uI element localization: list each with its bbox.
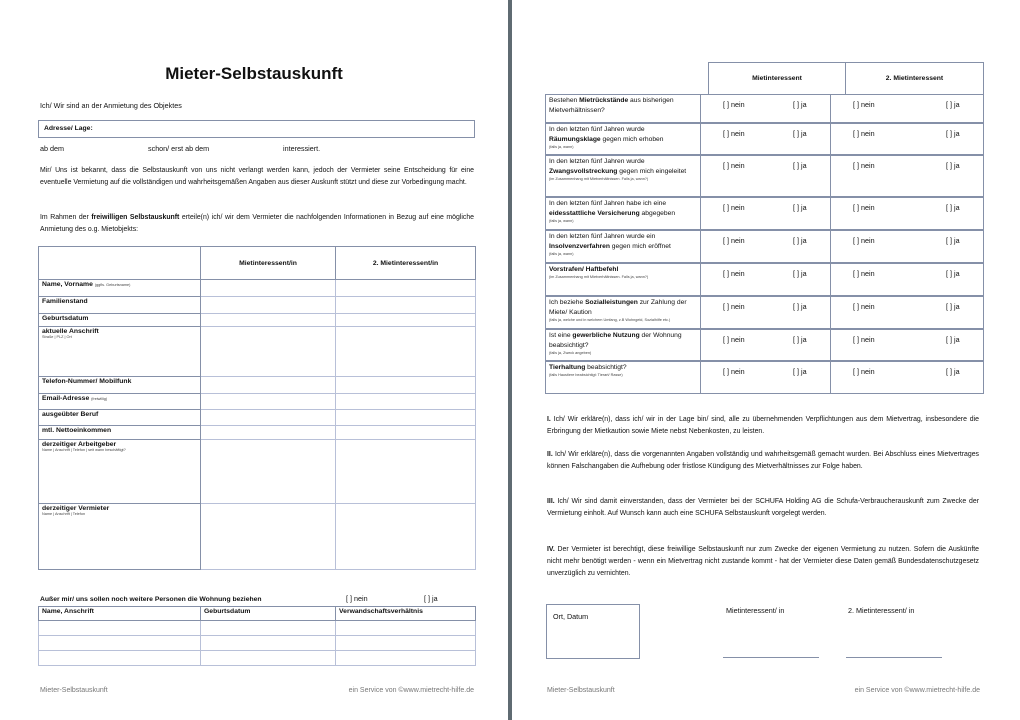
input-cell[interactable] <box>39 651 201 666</box>
input-cell[interactable] <box>336 440 476 504</box>
col-applicant-1: Mietinteressent/in <box>201 247 336 280</box>
answer-cell-1 <box>700 296 831 329</box>
input-cell[interactable] <box>336 280 476 297</box>
answer-cell-2 <box>830 296 984 329</box>
no-checkbox[interactable]: [ ] nein <box>723 100 745 109</box>
no-checkbox[interactable]: [ ] nein <box>853 161 875 170</box>
answer-cell-2 <box>830 94 984 123</box>
answer-cell-2 <box>830 263 984 296</box>
input-cell[interactable] <box>201 394 336 410</box>
yes-checkbox[interactable]: [ ] ja <box>793 302 807 311</box>
signature-1-line[interactable] <box>723 657 819 658</box>
input-cell[interactable] <box>336 636 476 651</box>
input-cell[interactable] <box>39 636 201 651</box>
declaration-3: III. Ich/ Wir sind damit einverstanden, dass der Vermieter bei der SCHUFA Holding AG die Schufa-Verbraucherauskunft zum Zwecke der Vermietung einholt. Auf Wunsch kann auch eine SCHUFA Selbstauskunft vorgelegt werden. <box>547 498 979 517</box>
col-applicant-2: 2. Mietinteressent/in <box>336 247 476 280</box>
input-cell[interactable] <box>201 410 336 426</box>
input-cell[interactable] <box>336 651 476 666</box>
right-page <box>512 0 1020 720</box>
input-cell[interactable] <box>39 621 201 636</box>
no-checkbox[interactable]: [ ] nein <box>853 129 875 138</box>
row-label: Familienstand <box>39 297 201 314</box>
yes-checkbox[interactable]: [ ] ja <box>946 203 960 212</box>
yes-checkbox[interactable]: [ ] ja <box>946 269 960 278</box>
answer-cell-1 <box>700 94 831 123</box>
from-note: schon/ erst ab dem <box>148 144 210 153</box>
from-label: ab dem <box>40 144 64 153</box>
no-checkbox[interactable]: [ ] nein <box>723 335 745 344</box>
question-row <box>545 361 984 394</box>
question-label: In den letzten fünf Jahren habe ich eine eidesstattliche Versicherung abgegeben (falls ja, wann) <box>545 197 701 230</box>
place-date-label: Ort, Datum <box>553 612 589 621</box>
answer-cell-1 <box>700 155 831 197</box>
yes-checkbox[interactable]: [ ] ja <box>793 100 807 109</box>
no-checkbox[interactable]: [ ] nein <box>853 203 875 212</box>
no-checkbox[interactable]: [ ] nein <box>723 236 745 245</box>
question-row <box>545 197 984 230</box>
question-label: Vorstrafen/ Haftbefehl (im Zusammenhang mit Mietverhältnissen. Falls ja, wann?) <box>545 263 701 296</box>
input-cell[interactable] <box>201 621 336 636</box>
declaration-4: IV. Der Vermieter ist berechtigt, diese freiwillige Selbstauskunft nur zum Zwecke der eigenen Vermietung zu nutzen. Sofern die Auskünfte nicht mehr benötigt werden - wenn ein Mietvertrag nicht zustande kommt - hat der Vermieter diese Daten gemäß Bundesdatenschutzgesetz unverzüglich zu vernichten. <box>547 546 979 577</box>
persons-yes-checkbox[interactable]: [ ] ja <box>424 594 438 603</box>
yes-checkbox[interactable]: [ ] ja <box>946 302 960 311</box>
row-label: Geburtsdatum <box>39 314 201 327</box>
question-label: Ist eine gewerbliche Nutzung der Wohnung beabsichtigt? (falls ja, Zweck angeben) <box>545 329 701 361</box>
input-cell[interactable] <box>201 280 336 297</box>
no-checkbox[interactable]: [ ] nein <box>723 203 745 212</box>
persons-col-name: Name, Anschrift <box>39 607 201 621</box>
col-applicant-2: 2. Mietinteressent <box>846 63 984 95</box>
yes-checkbox[interactable]: [ ] ja <box>946 161 960 170</box>
question-label: Tierhaltung beabsichtigt? (falls Haustiere beabsichtigt: Tierart/ Rasse) <box>545 361 701 394</box>
input-cell[interactable] <box>336 621 476 636</box>
declaration-2: II. Ich/ Wir erkläre(n), dass die vorgenannten Angaben vollständig und wahrheitsgemäß gemacht wurden. Bei Abschluss eines Mietvertrages können Falschangaben die Aufhebung oder fristlose Kündigung des Mietverhältnisses zur Folge haben. <box>547 451 979 470</box>
no-checkbox[interactable]: [ ] nein <box>723 129 745 138</box>
signature-2-label: 2. Mietinteressent/ in <box>848 606 915 615</box>
answer-cell-1 <box>700 123 831 155</box>
no-checkbox[interactable]: [ ] nein <box>723 367 745 376</box>
row-label: mtl. Nettoeinkommen <box>39 426 201 440</box>
answer-cell-2 <box>830 123 984 155</box>
question-row <box>545 263 984 296</box>
input-cell[interactable] <box>336 394 476 410</box>
answer-cell-2 <box>830 230 984 263</box>
input-cell[interactable] <box>336 504 476 570</box>
questions-table <box>545 62 984 95</box>
signature-2-line[interactable] <box>846 657 942 658</box>
yes-checkbox[interactable]: [ ] ja <box>946 129 960 138</box>
declaration-1: I. Ich/ Wir erkläre(n), dass ich/ wir in der Lage bin/ sind, alle zu übernehmenden Verpflichtungen aus dem Mietvertrag, insbesondere die Erbringung der Mietkaution sowie Miete nebst Nebenkosten, zu leisten. <box>547 416 979 435</box>
row-label: Email-Adresse (freiwillig) <box>39 394 201 410</box>
voluntary-paragraph: Im Rahmen der freiwilligen Selbstauskunft erteile(n) ich/ wir dem Vermieter die nachfolgenden Informationen in Bezug auf eine mögliche Anmietung des o.g. Mietobjekts: <box>40 214 474 233</box>
left-page <box>0 0 508 720</box>
page-title: Mieter-Selbstauskunft <box>165 64 343 83</box>
no-checkbox[interactable]: [ ] nein <box>723 302 745 311</box>
persons-col-relation: Verwandschaftsverhältnis <box>336 607 476 621</box>
question-row <box>545 230 984 263</box>
place-date-field[interactable] <box>546 604 640 659</box>
no-checkbox[interactable]: [ ] nein <box>853 302 875 311</box>
question-row <box>545 155 984 197</box>
answer-cell-2 <box>830 197 984 230</box>
question-label: In den letzten fünf Jahren wurde Räumungsklage gegen mich erhoben (falls ja, wann) <box>545 123 701 155</box>
answer-cell-1 <box>700 197 831 230</box>
yes-checkbox[interactable]: [ ] ja <box>793 236 807 245</box>
input-cell[interactable] <box>336 297 476 314</box>
yes-checkbox[interactable]: [ ] ja <box>793 367 807 376</box>
row-label: derzeitiger Vermieter Name | Anschrift | Telefon <box>39 504 201 570</box>
answer-cell-2 <box>830 329 984 361</box>
interested-text: interessiert. <box>283 144 321 153</box>
question-label: Ich beziehe Sozialleistungen zur Zahlung der Miete/ Kaution (falls ja, welche und in welchem Umfang, z.B Wohngeld, Sozialhilfe etc.) <box>545 296 701 329</box>
input-cell[interactable] <box>201 440 336 504</box>
persons-no-checkbox[interactable]: [ ] nein <box>346 594 368 603</box>
answer-cell-1 <box>700 329 831 361</box>
intro-text: Ich/ Wir sind an der Anmietung des Objektes <box>40 101 182 110</box>
row-label: Telefon-Nummer/ Mobilfunk <box>39 377 201 394</box>
col-applicant-1: Mietinteressent <box>709 63 846 95</box>
input-cell[interactable] <box>201 426 336 440</box>
question-row <box>545 329 984 361</box>
answer-cell-1 <box>700 263 831 296</box>
row-label: Name, Vorname (ggfls. Geburtsname) <box>39 280 201 297</box>
no-checkbox[interactable]: [ ] nein <box>853 367 875 376</box>
yes-checkbox[interactable]: [ ] ja <box>946 236 960 245</box>
no-checkbox[interactable]: [ ] nein <box>853 269 875 278</box>
input-cell[interactable] <box>336 410 476 426</box>
signature-1-label: Mietinteressent/ in <box>726 606 785 615</box>
yes-checkbox[interactable]: [ ] ja <box>793 161 807 170</box>
question-label: Bestehen Mietrückstände aus bisherigen Mietverhältnissen? <box>545 94 701 123</box>
footer-right: ein Service von ©www.mietrecht-hilfe.de <box>348 687 474 694</box>
footer-left: Mieter-Selbstauskunft <box>547 687 615 694</box>
footer-right: ein Service von ©www.mietrecht-hilfe.de <box>854 687 980 694</box>
question-label: In den letzten fünf Jahren wurde ein Insolvenzverfahren gegen mich eröffnet (falls ja, wann) <box>545 230 701 263</box>
yes-checkbox[interactable]: [ ] ja <box>793 335 807 344</box>
answer-cell-1 <box>700 230 831 263</box>
row-label: ausgeübter Beruf <box>39 410 201 426</box>
answer-cell-1 <box>700 361 831 394</box>
no-checkbox[interactable]: [ ] nein <box>853 236 875 245</box>
address-field[interactable] <box>38 120 475 138</box>
row-label: derzeitiger Arbeitgeber Name | Anschrift | Telefon | seit wann beschäftigt? <box>39 440 201 504</box>
input-cell[interactable] <box>336 426 476 440</box>
no-checkbox[interactable]: [ ] nein <box>853 100 875 109</box>
yes-checkbox[interactable]: [ ] ja <box>793 203 807 212</box>
no-checkbox[interactable]: [ ] nein <box>723 161 745 170</box>
input-cell[interactable] <box>336 377 476 394</box>
persons-table <box>38 606 476 666</box>
input-cell[interactable] <box>201 651 336 666</box>
input-cell[interactable] <box>336 314 476 327</box>
question-label: In den letzten fünf Jahren wurde Zwangsvollstreckung gegen mich eingeleitet (im Zusammenhang mit Mietverhältnissen. Falls ja, wann?) <box>545 155 701 197</box>
answer-cell-2 <box>830 155 984 197</box>
row-label: aktuelle Anschrift Straße | PLZ | Ort <box>39 327 201 377</box>
footer-left: Mieter-Selbstauskunft <box>40 687 108 694</box>
no-checkbox[interactable]: [ ] nein <box>853 335 875 344</box>
input-cell[interactable] <box>336 327 476 377</box>
input-cell[interactable] <box>201 504 336 570</box>
input-cell[interactable] <box>201 636 336 651</box>
question-row <box>545 296 984 329</box>
disclaimer-paragraph: Mir/ Uns ist bekannt, dass die Selbstauskunft von uns nicht verlangt werden kann, jedoch der Vermieter seine Entscheidung für eine eventuelle Vermietung auf die vollständigen und wahrheitsgemäßen Angaben aus dieser Auskunft stützt und diese zur Vorbedingung macht. <box>40 167 474 186</box>
question-row <box>545 123 984 155</box>
address-label: Adresse/ Lage: <box>44 125 93 132</box>
yes-checkbox[interactable]: [ ] ja <box>793 129 807 138</box>
yes-checkbox[interactable]: [ ] ja <box>946 335 960 344</box>
applicant-table <box>38 246 476 570</box>
input-cell[interactable] <box>201 377 336 394</box>
persons-col-birth: Geburtsdatum <box>201 607 336 621</box>
answer-cell-2 <box>830 361 984 394</box>
input-cell[interactable] <box>201 327 336 377</box>
yes-checkbox[interactable]: [ ] ja <box>946 100 960 109</box>
question-row <box>545 94 984 123</box>
input-cell[interactable] <box>201 297 336 314</box>
input-cell[interactable] <box>201 314 336 327</box>
yes-checkbox[interactable]: [ ] ja <box>946 367 960 376</box>
yes-checkbox[interactable]: [ ] ja <box>793 269 807 278</box>
no-checkbox[interactable]: [ ] nein <box>723 269 745 278</box>
persons-question: Außer mir/ uns sollen noch weitere Personen die Wohnung beziehen <box>40 596 262 603</box>
